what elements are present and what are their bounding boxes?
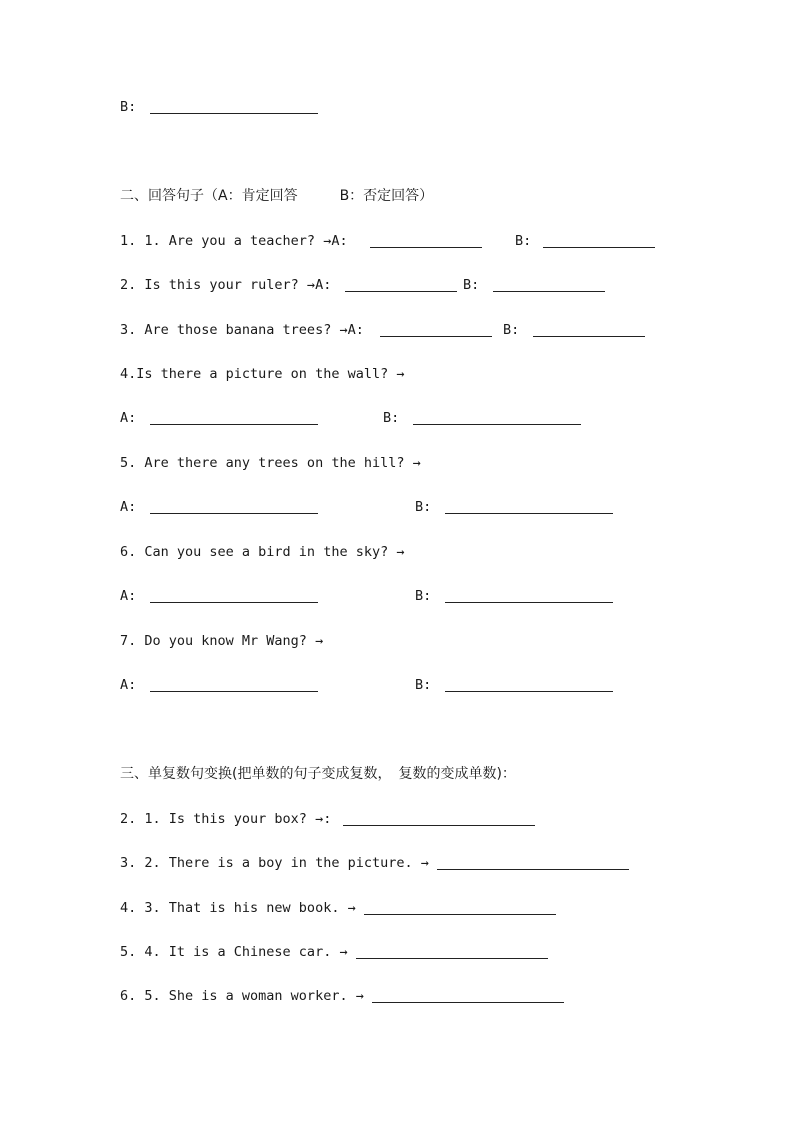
answer-b-label: B: [383, 410, 400, 426]
question-4-b [383, 408, 581, 428]
conversion-item-4 [120, 942, 548, 962]
conversion-text: 5. 4. It is a Chinese car. → [120, 944, 348, 960]
question-4-a [120, 408, 318, 428]
answer-a-blank[interactable] [345, 277, 457, 292]
question-2-b [463, 275, 605, 295]
answer-blank[interactable] [150, 99, 318, 114]
conversion-blank[interactable] [364, 900, 556, 915]
question-3 [120, 320, 492, 340]
conversion-blank[interactable] [356, 944, 548, 959]
answer-a-label: A: [120, 410, 137, 426]
answer-b-blank[interactable] [543, 233, 655, 248]
conversion-item-2 [120, 853, 629, 873]
question-1-b [515, 231, 655, 251]
section-3-heading: 三、单复数句变换(把单数的句子变成复数， 复数的变成单数)： [120, 766, 516, 782]
answer-a-blank[interactable] [150, 499, 318, 514]
answer-b-blank[interactable] [533, 322, 645, 337]
question-text: 1. 1. Are you a teacher? →A: [120, 233, 348, 249]
question-5-b [415, 497, 613, 517]
conversion-text: 2. 1. Is this your box? →: [120, 811, 332, 827]
question-7: 7. Do you know Mr Wang? → [120, 633, 324, 649]
answer-a-label: A: [120, 677, 137, 693]
answer-b-label: B: [515, 233, 532, 249]
answer-b-blank[interactable] [493, 277, 605, 292]
question-3-b [503, 320, 645, 340]
question-5-a [120, 497, 318, 517]
conversion-item-1 [120, 809, 535, 829]
section-2-heading: 二、回答句子（A：肯定回答 B：否定回答） [120, 188, 434, 204]
answer-b-blank[interactable] [413, 410, 581, 425]
question-7-a [120, 675, 318, 695]
answer-b-blank[interactable] [445, 499, 613, 514]
answer-a-label: A: [120, 499, 137, 515]
answer-a-blank[interactable] [150, 677, 318, 692]
answer-b-label: B: [463, 277, 480, 293]
answer-a-blank[interactable] [380, 322, 492, 337]
conversion-blank[interactable] [437, 855, 629, 870]
question-4: 4.Is there a picture on the wall? → [120, 366, 405, 382]
answer-a-blank[interactable] [150, 410, 318, 425]
question-text: 3. Are those banana trees? →A: [120, 322, 364, 338]
answer-b-label: B: [415, 677, 432, 693]
question-1 [120, 231, 482, 251]
answer-b-label: B: [503, 322, 520, 338]
answer-a-blank[interactable] [150, 588, 318, 603]
conversion-item-3 [120, 898, 556, 918]
conversion-text: 4. 3. That is his new book. → [120, 900, 356, 916]
answer-b-label: B: [415, 499, 432, 515]
conversion-blank[interactable] [372, 988, 564, 1003]
question-6: 6. Can you see a bird in the sky? → [120, 544, 405, 560]
conversion-text: 3. 2. There is a boy in the picture. → [120, 855, 429, 871]
question-text: 2. Is this your ruler? →A: [120, 277, 332, 293]
question-5: 5. Are there any trees on the hill? → [120, 455, 421, 471]
answer-b-blank[interactable] [445, 588, 613, 603]
conversion-blank[interactable] [343, 811, 535, 826]
question-6-a [120, 586, 318, 606]
answer-b-label: B: [415, 588, 432, 604]
answer-b-blank[interactable] [445, 677, 613, 692]
question-6-b [415, 586, 613, 606]
question-2 [120, 275, 457, 295]
answer-a-blank[interactable] [370, 233, 482, 248]
question-7-b [415, 675, 613, 695]
conversion-text: 6. 5. She is a woman worker. → [120, 988, 364, 1004]
top-answer-line [120, 97, 318, 117]
answer-b-label: B: [120, 99, 137, 115]
answer-a-label: A: [120, 588, 137, 604]
conversion-item-5 [120, 986, 564, 1006]
